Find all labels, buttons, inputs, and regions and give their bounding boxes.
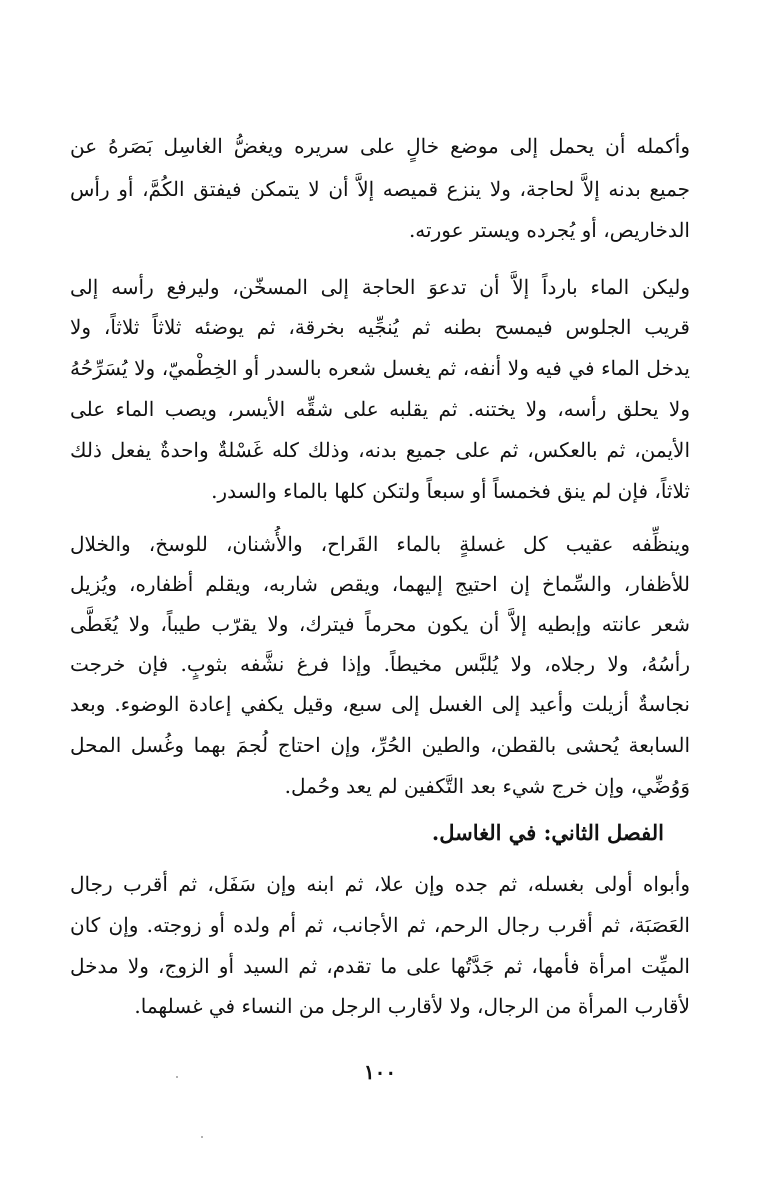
- text-line: العَصَبَة، ثم أقرب رجال الرحم، ثم الأجانب، ثم أم ولده أو زوجته. وإن كان: [70, 913, 690, 937]
- scan-speck: [201, 1136, 203, 1138]
- text-line: قريب الجلوس فيمسح بطنه ثم يُنجِّيه بخرقة، ثم يوضئه ثلاثاً ثلاثاً، ولا: [70, 315, 690, 339]
- text-line: الأيمن، ثم بالعكس، ثم على جميع بدنه، وذلك كله غَسْلةٌ واحدةٌ يفعل ذلك: [70, 438, 690, 462]
- text-line: الميِّت امرأة فأمها، ثم جَدَّتُها على ما تقدم، ثم السيد أو الزوج، ولا مدخل: [70, 954, 690, 978]
- text-line: يدخل الماء في فيه ولا أنفه، ثم يغسل شعره بالسدر أو الخِطْميّ، ولا يُسَرِّحُهُ: [70, 356, 690, 380]
- scan-speck: [176, 1076, 178, 1078]
- text-line: جميع بدنه إلاَّ لحاجة، ولا ينزع قميصه إلاَّ أن لا يتمكن فيفتق الكُمَّ، أو رأس: [70, 177, 690, 201]
- text-line: وليكن الماء بارداً إلاَّ أن تدعوَ الحاجة إلى المسخّن، وليرفع رأسه إلى: [70, 275, 690, 299]
- text-line: ولا يحلق رأسه، ولا يختنه. ثم يقلبه على شقِّه الأيسر، ويصب الماء على: [70, 397, 690, 421]
- section-heading: الفصل الثاني: في الغاسل.: [431, 820, 664, 845]
- text-line: لأقارب المرأة من الرجال، ولا لأقارب الرجل من النساء في غسلهما.: [134, 994, 690, 1018]
- text-line: نجاسةٌ أزيلت وأعيد إلى الغسل إلى سبع، وقيل يكفي إعادة الوضوء. وبعد: [70, 692, 690, 716]
- text-line: ثلاثاً، فإن لم ينق فخمساً أو سبعاً ولتكن كلها بالماء والسدر.: [211, 479, 690, 503]
- page-number: ١٠٠: [363, 1060, 397, 1084]
- text-line: وأكمله أن يحمل إلى موضع خالٍ على سريره ويغضُّ الغاسِل بَصَرهُ عن: [70, 134, 690, 158]
- text-line: للأظفار، والسِّماخ إن احتيج إليهما، ويقص شاربه، ويقلم أظفاره، ويُزيل: [70, 572, 690, 596]
- text-line: وَوُضِّي، وإن خرج شيء بعد التَّكفين لم يعد وحُمل.: [284, 774, 690, 798]
- text-line: وينظِّفه عقيب كل غسلةٍ بالماء القَراح، والأُشنان، للوسخ، والخلال: [70, 532, 690, 556]
- text-line: السابعة يُحشى بالقطن، والطين الحُرِّ، وإن احتاج لُجمَ بهما وغُسل المحل: [70, 733, 690, 757]
- text-line: الدخاريص، أو يُجرده ويستر عورته.: [408, 218, 690, 242]
- text-line: رأسُهُ، ولا رجلاه، ولا يُلبَّس مخيطاً. وإذا فرغ نشَّفه بثوبٍ. فإن خرجت: [70, 652, 690, 676]
- text-line: وأبواه أولى بغسله، ثم جده وإن علا، ثم ابنه وإن سَفَل، ثم أقرب رجال: [70, 872, 690, 896]
- text-line: شعر عانته وإبطيه إلاَّ أن يكون محرماً فيترك، ولا يقرّب طيباً، ولا يُغَطَّى: [70, 612, 690, 636]
